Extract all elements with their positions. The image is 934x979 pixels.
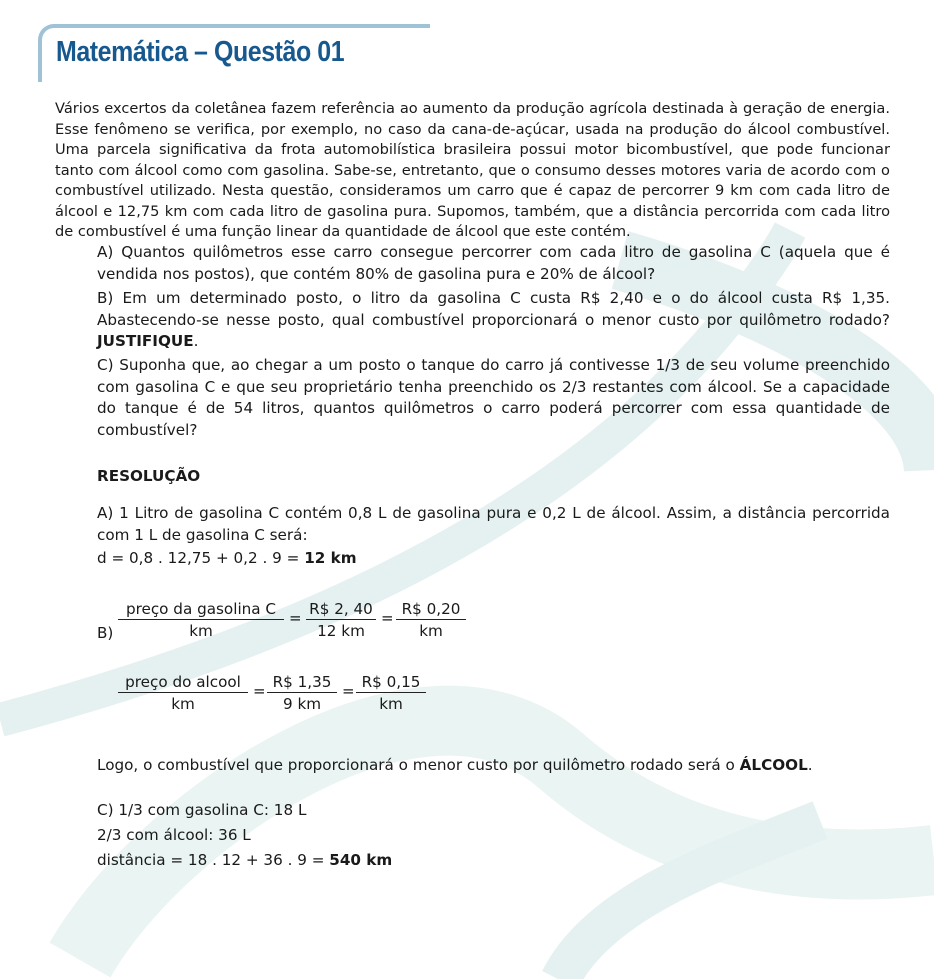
question-b-text: B) Em um determinado posto, o litro da gasolina C custa R$ 2,40 e o do álcool custa R$ 1,35. Abastecendo-se nesse posto, qual combustível proporcionará o menor custo por quilômetro rodado?: [97, 289, 890, 329]
question-b-emphasis: JUSTIFIQUE: [97, 332, 194, 350]
resolution-b-label: B): [97, 624, 114, 642]
fraction-alcohol-value: [267, 672, 337, 715]
resolution-a-expression: d = 0,8 . 12,75 + 0,2 . 9 =: [97, 549, 305, 567]
fraction-denominator: 9 km: [282, 695, 322, 713]
fraction-denominator: km: [379, 695, 403, 713]
fraction-gasoline-price: [118, 599, 284, 642]
equals-sign: =: [289, 609, 302, 627]
fraction-denominator: km: [189, 622, 213, 640]
conclusion-text: Logo, o combustível que proporcionará o menor custo por quilômetro rodado será o: [97, 756, 740, 774]
question-c: C) Suponha que, ao chegar a um posto o tanque do carro já contivesse 1/3 de seu volume preenchido com gasolina C e que seu proprietário tenha preenchido os 2/3 restantes com álcool. Se a capacidade do tanque é de 54 litros, quantos quilômetros o carro poderá percorrer com essa quantidade de combustível?: [97, 356, 890, 439]
question-b: [97, 288, 890, 353]
fraction-numerator: R$ 0,15: [361, 673, 421, 691]
resolution-c-line3: [97, 851, 392, 869]
page-title: Matemática – Questão 01: [56, 36, 345, 68]
conclusion-answer: ÁLCOOL: [739, 756, 808, 774]
fraction-denominator: 12 km: [317, 622, 365, 640]
question-intro: Vários excertos da coletânea fazem referência ao aumento da produção agrícola destinada à geração de energia. Esse fenômeno se verifica, por exemplo, no caso da cana-de-açúcar, usada na produção do álcool combustível. Uma parcela significativa da frota automobilística brasileira possui motor bicombustível, que pode funcionar tanto com álcool como com gasolina. Sabe-se, entretanto, que o consumo desses motores varia de acordo com o combustível utilizado. Nesta questão, consideramos um carro que é capaz de percorrer 9 km com cada litro de álcool e 12,75 km com cada litro de gasolina pura. Supomos, também, que a distância percorrida com cada litro de combustível é uma função linear da quantidade de álcool que este contém.: [55, 100, 890, 240]
fraction-numerator: R$ 2, 40: [309, 600, 373, 618]
fraction-numerator: preço da gasolina C: [125, 600, 277, 618]
resolution-b-conclusion: [97, 756, 813, 774]
fraction-numerator: R$ 1,35: [272, 673, 332, 691]
resolution-a-calc: [97, 549, 357, 567]
resolution-heading: RESOLUÇÃO: [97, 467, 201, 485]
resolution-a-text: A) 1 Litro de gasolina C contém 0,8 L de gasolina pura e 0,2 L de álcool. Assim, a distância percorrida com 1 L de gasolina C será:: [97, 504, 890, 544]
fraction-denominator: km: [171, 695, 195, 713]
equals-sign: =: [342, 682, 355, 700]
question-b-end: .: [193, 332, 199, 350]
fraction-alcohol-result: [356, 672, 426, 715]
fraction-gasoline-result: [396, 599, 466, 642]
resolution-a-result: 12 km: [304, 549, 357, 567]
fraction-denominator: km: [419, 622, 443, 640]
fraction-numerator: R$ 0,20: [401, 600, 461, 618]
equals-sign: =: [381, 609, 394, 627]
conclusion-end: .: [807, 756, 813, 774]
fraction-gasoline-value: [306, 599, 376, 642]
fraction-numerator: preço do alcool: [125, 673, 241, 691]
resolution-c-result: 540 km: [329, 851, 393, 869]
resolution-c-line1: C) 1/3 com gasolina C: 18 L: [97, 801, 307, 819]
fraction-alcohol-price: [118, 672, 248, 715]
equals-sign: =: [253, 682, 266, 700]
resolution-c-line2: 2/3 com álcool: 36 L: [97, 826, 251, 844]
question-a: A) Quantos quilômetros esse carro consegue percorrer com cada litro de gasolina C (aquela que é vendida nos postos), que contém 80% de gasolina pura e 20% de álcool?: [97, 243, 890, 283]
resolution-c-expression: distância = 18 . 12 + 36 . 9 =: [97, 851, 330, 869]
